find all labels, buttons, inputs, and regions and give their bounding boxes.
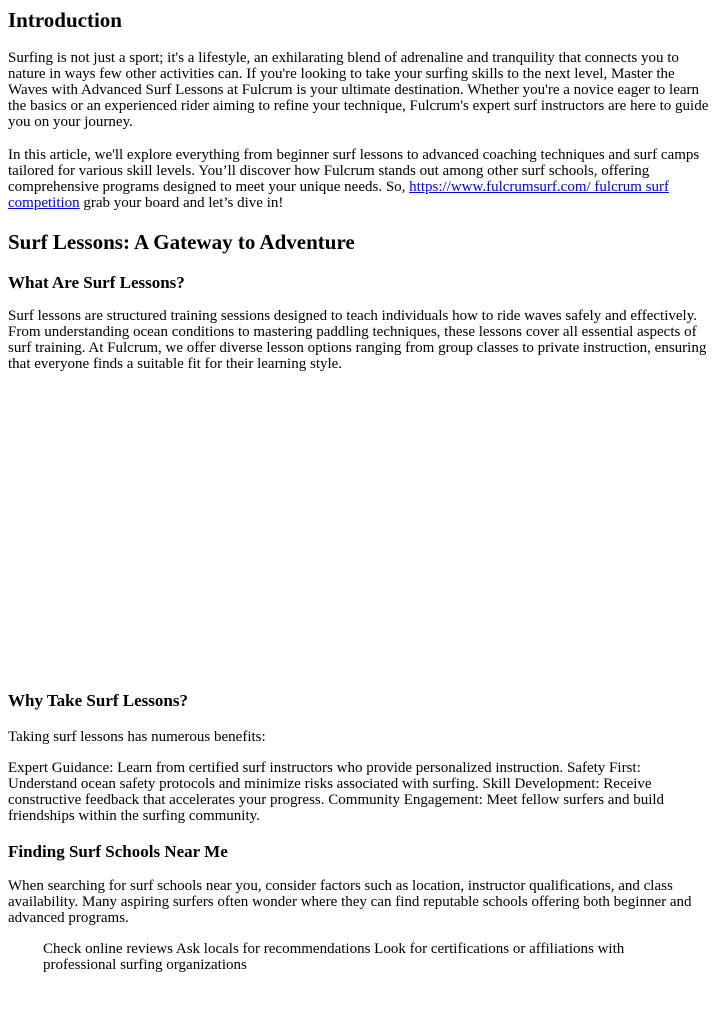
intro-paragraph-1: Surfing is not just a sport; it's a lifestyle, an exhilarating blend of adrenaline and tranquility that connects you to nature in ways few other activities can. If you're looking to take your surfing skills to the next level, Master the Waves with Advanced Surf Lessons at Fulcrum is your ultimate destination. Whether you're a novice eager to learn the basics or an experienced rider aiming to refine your technique, Fulcrum's expert surf instructors are here to guide you on your journey. [8,50,709,130]
intro-paragraph-2-lead: In this article, we'll explore everything from beginner surf lessons to advanced coaching techniques and surf camps tailored for various skill levels. You’ll discover how Fulcrum stands out among other surf schools, offering comprehensive programs designed to meet your unique needs. So, [8,147,700,195]
why-take-surf-lessons-heading: Why Take Surf Lessons? [8,691,188,710]
intro-heading: Introduction [8,8,122,32]
why-take-surf-lessons-intro: Taking surf lessons has numerous benefits: [8,729,266,745]
intro-paragraph-2-tail: grab your board and let’s dive in! [79,195,284,211]
embedded-media-placeholder [8,380,712,680]
what-are-surf-lessons-heading: What Are Surf Lessons? [8,273,185,292]
finding-surf-schools-heading: Finding Surf Schools Near Me [8,842,228,861]
finding-surf-schools-blockquote: Check online reviews Ask locals for recommendations Look for certifications or affiliations with professional surfing organizations [43,941,625,973]
intro-paragraph-2 [8,147,708,211]
what-are-surf-lessons-paragraph: Surf lessons are structured training sessions designed to teach individuals how to ride waves safely and effectively. From understanding ocean conditions to mastering paddling techniques, these lessons cover all essential aspects of surf training. At Fulcrum, we offer diverse lesson options ranging from group classes to private instruction, ensuring that everyone finds a suitable fit for their learning style. [8,308,707,372]
fulcrum-competition-link[interactable]: https://www.fulcrumsurf.com/ fulcrum surf competition [8,179,669,211]
finding-surf-schools-paragraph: When searching for surf schools near you, consider factors such as location, instructor qualifications, and class availability. Many aspiring surfers often wonder where they can find reputable schools offering both beginner and advanced programs. [8,878,692,926]
why-take-surf-lessons-benefits: Expert Guidance: Learn from certified surf instructors who provide personalized instruction. Safety First: Understand ocean safety protocols and minimize risks associated with surfing. Skill Development: Receive constructive feedback that accelerates your progress. Community Engagement: Meet fellow surfers and build friendships within the surfing community. [8,760,665,824]
surf-lessons-heading: Surf Lessons: A Gateway to Adventure [8,230,355,254]
